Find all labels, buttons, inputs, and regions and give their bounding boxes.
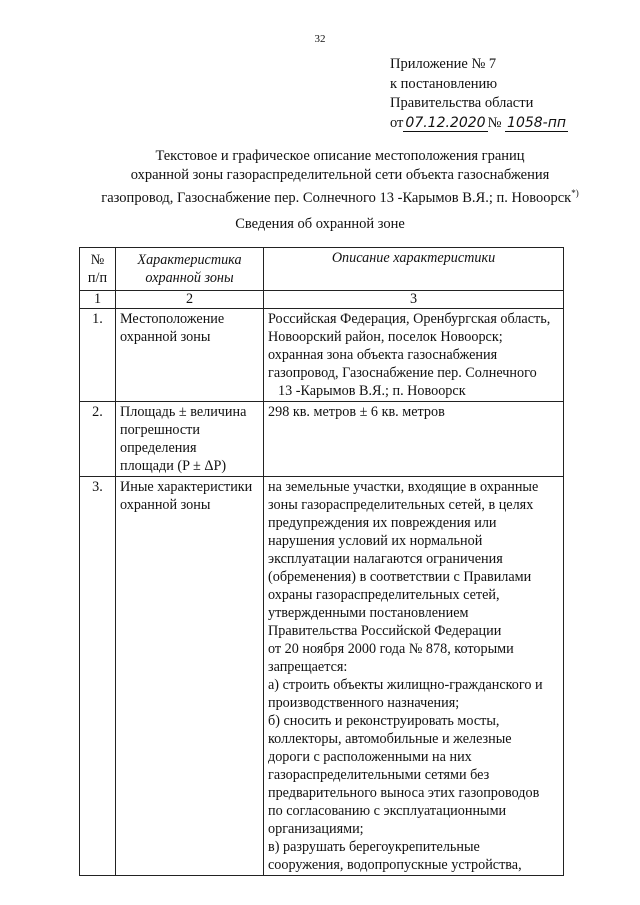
description-line: в) разрушать берегоукрепительные — [268, 839, 480, 855]
title-line-3 — [80, 184, 600, 207]
handwritten-number: 1058-пп — [507, 114, 567, 131]
description-line: б) сносить и реконструировать мосты, — [268, 713, 500, 729]
table-row — [80, 402, 564, 477]
section-subtitle: Сведения об охранной зоне — [235, 216, 405, 232]
description-line: предупреждения их повреждения или — [268, 515, 497, 531]
description-line: Российская Федерация, Оренбургская область, — [268, 311, 551, 327]
title-line-1: Текстовое и графическое описание местоположения границ — [155, 148, 525, 164]
row-characteristic — [116, 309, 264, 402]
description-line: газораспределительными сетями без — [268, 767, 490, 783]
document-title — [80, 147, 600, 207]
title-line-3-text: газопровод, Газоснабжение пер. Солнечного 13 -Карымов В.Я.; п. Новоорск — [101, 189, 572, 206]
table-header-row — [80, 248, 564, 291]
description-line: сооружения, водопропускные устройства, — [268, 857, 522, 873]
description-line: охраны газораспределительных сетей, — [268, 587, 500, 603]
description-line: (обременения) в соответствии с Правилами — [268, 569, 532, 585]
row-description — [264, 309, 564, 402]
description-line: предварительного выноса этих газопроводов — [268, 785, 540, 801]
annex-header — [390, 55, 568, 133]
header-number-line-2: п/п — [87, 270, 108, 286]
index-cell-3: 3 — [264, 291, 564, 309]
description-line: охранная зона объекта газоснабжения — [268, 347, 498, 363]
characteristic-line: охранной зоны — [120, 497, 211, 513]
characteristic-line: Площадь ± величина — [120, 404, 247, 420]
index-cell-1: 1 — [80, 291, 116, 309]
annex-to-resolution: к постановлению — [390, 75, 498, 92]
annex-date-number — [390, 114, 568, 134]
characteristic-line: площади (P ± ΔP) — [120, 458, 227, 474]
description-line: а) строить объекты жилищно-гражданского и — [268, 677, 543, 693]
description-line: Правительства Российской Федерации — [268, 623, 502, 639]
table-row — [80, 477, 564, 876]
header-description: Описание характеристики — [264, 248, 564, 291]
header-characteristic-line-2: охранной зоны — [145, 270, 234, 286]
header-number — [80, 248, 116, 291]
date-prefix: от — [390, 114, 404, 131]
description-line: Новоорский район, поселок Новоорск; — [268, 329, 503, 345]
protection-zone-table — [79, 247, 564, 876]
characteristic-line: охранной зоны — [120, 329, 211, 345]
characteristic-line: Местоположение — [120, 311, 225, 327]
row-number: 2. — [80, 402, 116, 477]
handwritten-date: 07.12.2020 — [405, 114, 486, 131]
annex-government: Правительства области — [390, 95, 534, 111]
description-line: эксплуатации налагаются ограничения — [268, 551, 503, 567]
characteristic-line: определения — [120, 440, 197, 456]
description-line: запрещается: — [268, 659, 348, 675]
description-line: дороги с расположенными на них — [268, 749, 472, 765]
header-number-line-1: № — [90, 252, 105, 268]
row-characteristic — [116, 477, 264, 876]
description-line: организациями; — [268, 821, 364, 837]
description-line: по согласованию с эксплуатационными — [268, 803, 507, 819]
number-prefix: № — [487, 114, 502, 131]
description-line: утвержденными постановлением — [268, 605, 469, 621]
header-characteristic-line-1: Характеристика — [137, 252, 242, 268]
footnote-mark: *) — [571, 188, 579, 198]
description-line: на земельные участки, входящие в охранные — [268, 479, 539, 495]
row-number: 1. — [80, 309, 116, 402]
characteristic-line: погрешности — [120, 422, 200, 438]
header-characteristic — [116, 248, 264, 291]
row-description — [264, 402, 564, 477]
table-row — [80, 309, 564, 402]
page-number: 32 — [314, 33, 326, 45]
index-cell-2: 2 — [116, 291, 264, 309]
row-number: 3. — [80, 477, 116, 876]
table-index-row — [80, 291, 564, 309]
description-line: нарушения условий их нормальной — [268, 533, 483, 549]
row-description — [264, 477, 564, 876]
description-line: от 20 ноября 2000 года № 878, которыми — [268, 641, 514, 657]
annex-title: Приложение № 7 — [390, 56, 497, 72]
description-line: коллекторы, автомобильные и железные — [268, 731, 512, 747]
description-line: 298 кв. метров ± 6 кв. метров — [268, 404, 445, 420]
description-line: производственного назначения; — [268, 695, 460, 711]
description-line: зоны газораспределительных сетей, в целях — [268, 497, 534, 513]
description-line: газопровод, Газоснабжение пер. Солнечного — [268, 365, 537, 381]
row-characteristic — [116, 402, 264, 477]
characteristic-line: Иные характеристики — [120, 479, 253, 495]
description-line: 13 -Карымов В.Я.; п. Новоорск — [278, 383, 466, 399]
title-line-2: охранной зоны газораспределительной сети объекта газоснабжения — [130, 166, 550, 183]
